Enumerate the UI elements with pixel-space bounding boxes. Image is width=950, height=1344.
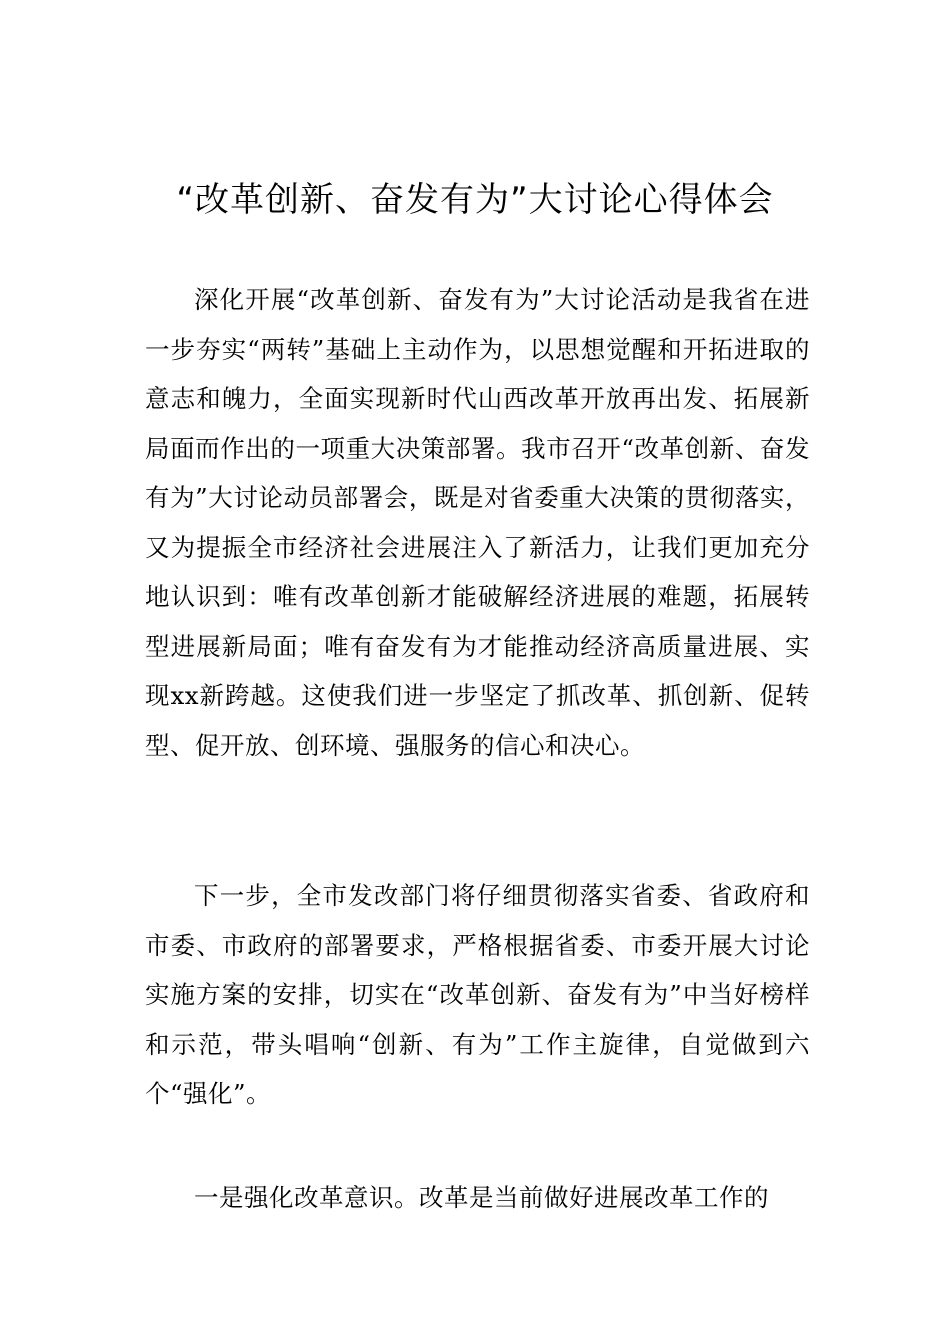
body-paragraph-2: 下一步，全市发改部门将仔细贯彻落实省委、省政府和市委、市政府的部署要求，严格根据省委、市委开展大讨论实施方案的安排，切实在“改革创新、奋发有为”中当好榜样和示范，带头唱响“创新、有为”工作主旋律，自觉做到六个“强化”。 — [145, 881, 810, 1108]
body-paragraph-3: 一是强化改革意识。改革是当前做好进展改革工作的 — [194, 1183, 769, 1212]
document-title: “改革创新、奋发有为”大讨论心得体会 — [176, 180, 774, 220]
body-paragraph-1: 深化开展“改革创新、奋发有为”大讨论活动是我省在进一步夯实“两转”基础上主动作为，以思想觉醒和开拓进取的意志和魄力，全面实现新时代山西改革开放再出发、拓展新局面而作出的一项重大决策部署。我市召开“改革创新、奋发有为”大讨论动员部署会，既是对省委重大决策的贯彻落实，又为提振全市经济社会进展注入了新活力，让我们更加充分地认识到：唯有改革创新才能破解经济进展的难题，拓展转型进展新局面；唯有奋发有为才能推动经济高质量进展、实现xx新跨越。这使我们进一步坚定了抓改革、抓创新、促转型、促开放、创环境、强服务的信心和决心。 — [145, 285, 810, 760]
